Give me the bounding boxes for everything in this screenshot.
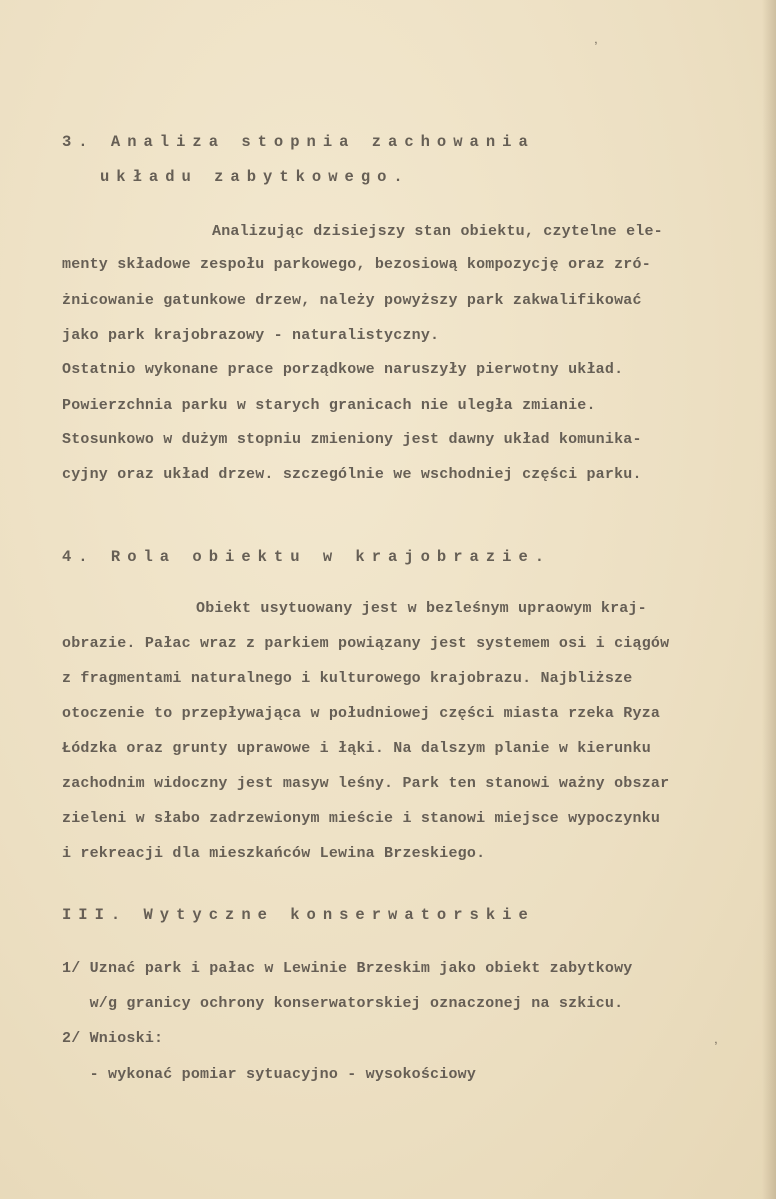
paragraph-line: Ostatnio wykonane prace porządkowe naruszyły pierwotny układ.	[62, 361, 624, 378]
paragraph-line: obrazie. Pałac wraz z parkiem powiązany jest systemem osi i ciągów	[62, 635, 670, 652]
paragraph-line: menty składowe zespołu parkowego, bezosiową kompozycję oraz zró-	[62, 256, 651, 273]
paragraph-line: jako park krajobrazowy - naturalistyczny.	[62, 327, 440, 344]
section-3-heading: 3. Analiza stopnia zachowania	[62, 133, 535, 151]
paragraph-line: i rekreacji dla mieszkańców Lewina Brzeskiego.	[62, 845, 486, 862]
paragraph-line: Powierzchnia parku w starych granicach nie uległa zmianie.	[62, 397, 596, 414]
paragraph-line: zieleni w słabo zadrzewionym mieście i stanowi miejsce wypoczynku	[62, 810, 661, 827]
page-edge-shadow	[762, 0, 776, 1199]
list-item: 2/ Wnioski:	[62, 1030, 164, 1047]
paragraph-line: zachodnim widoczny jest masyw leśny. Park ten stanowi ważny obszar	[62, 775, 670, 792]
paragraph-line: Łódzka oraz grunty uprawowe i łąki. Na dalszym planie w kierunku	[62, 740, 651, 757]
section-iii-heading: III. Wytyczne konserwatorskie	[62, 906, 535, 924]
paragraph-line: otoczenie to przepływająca w południowej części miasta rzeka Ryza	[62, 705, 661, 722]
section-4-heading: 4. Rola obiektu w krajobrazie.	[62, 548, 552, 566]
paragraph-line: żnicowanie gatunkowe drzew, należy powyższy park zakwalifikować	[62, 292, 642, 309]
ink-mark: ʼ	[712, 1040, 720, 1055]
paragraph-line: Stosunkowo w dużym stopniu zmieniony jest dawny układ komunika-	[62, 431, 642, 448]
list-item: w/g granicy ochrony konserwatorskiej oznaczonej na szkicu.	[62, 995, 624, 1012]
paragraph-line: Obiekt usytuowany jest w bezleśnym upraowym kraj-	[196, 600, 647, 617]
paragraph-line: cyjny oraz układ drzew. szczególnie we wschodniej części parku.	[62, 466, 642, 483]
paragraph-line: z fragmentami naturalnego i kulturowego krajobrazu. Najbliższe	[62, 670, 633, 687]
ink-mark: ʼ	[592, 40, 600, 55]
paragraph-line: Analizując dzisiejszy stan obiektu, czytelne ele-	[212, 223, 663, 240]
section-3-heading-cont: układu zabytkowego.	[100, 168, 410, 186]
list-item: 1/ Uznać park i pałac w Lewinie Brzeskim jako obiekt zabytkowy	[62, 960, 633, 977]
list-item: - wykonać pomiar sytuacyjno - wysokościowy	[62, 1066, 477, 1083]
